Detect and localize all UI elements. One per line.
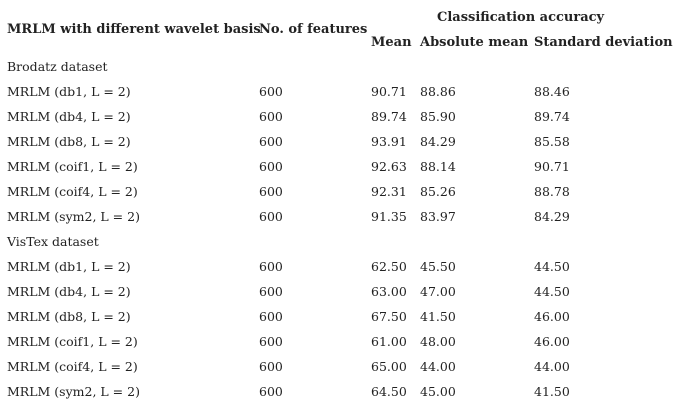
mean-cell: 93.91 — [371, 133, 407, 149]
absolute-mean-cell: 48.00 — [420, 333, 456, 349]
absolute-mean-cell: 88.86 — [420, 83, 456, 99]
absolute-mean-cell: 44.00 — [420, 358, 456, 374]
absolute-mean-cell: 84.29 — [420, 133, 456, 149]
std-cell: 44.50 — [534, 283, 570, 299]
method-cell: MRLM (db1, L = 2) — [7, 258, 131, 274]
mean-cell: 89.74 — [371, 108, 407, 124]
features-cell: 600 — [259, 283, 283, 299]
table-body — [0, 54, 675, 404]
mean-cell: 90.71 — [371, 83, 407, 99]
features-cell: 600 — [259, 83, 283, 99]
data-table — [0, 54, 675, 404]
std-cell: 44.50 — [534, 258, 570, 274]
absolute-mean-cell: 47.00 — [420, 283, 456, 299]
std-cell: 44.00 — [534, 358, 570, 374]
section-title: VisTex dataset — [7, 233, 99, 249]
method-cell: MRLM (sym2, L = 2) — [7, 383, 140, 399]
method-cell: MRLM (sym2, L = 2) — [7, 208, 140, 224]
method-cell: MRLM (db1, L = 2) — [7, 83, 131, 99]
table-row — [0, 379, 675, 404]
table-row — [0, 254, 675, 279]
features-cell: 600 — [259, 258, 283, 274]
features-cell: 600 — [259, 158, 283, 174]
features-cell: 600 — [259, 383, 283, 399]
method-cell: MRLM (db8, L = 2) — [7, 308, 131, 324]
header-mean: Mean — [371, 35, 412, 50]
mean-cell: 64.50 — [371, 383, 407, 399]
section-row — [0, 229, 675, 254]
absolute-mean-cell: 45.00 — [420, 383, 456, 399]
table-row — [0, 204, 675, 229]
section-row — [0, 54, 675, 79]
absolute-mean-cell: 85.26 — [420, 183, 456, 199]
absolute-mean-cell: 88.14 — [420, 158, 456, 174]
mean-cell: 63.00 — [371, 283, 407, 299]
std-cell: 41.50 — [534, 383, 570, 399]
method-cell: MRLM (db8, L = 2) — [7, 133, 131, 149]
header-method: MRLM with different wavelet basis — [7, 22, 261, 37]
section-title: Brodatz dataset — [7, 58, 108, 74]
std-cell: 46.00 — [534, 308, 570, 324]
header-absolute-mean: Absolute mean — [420, 35, 529, 50]
std-cell: 90.71 — [534, 158, 570, 174]
table-row — [0, 79, 675, 104]
table-row — [0, 279, 675, 304]
std-cell: 84.29 — [534, 208, 570, 224]
absolute-mean-cell: 45.50 — [420, 258, 456, 274]
absolute-mean-cell: 83.97 — [420, 208, 456, 224]
mean-cell: 62.50 — [371, 258, 407, 274]
table-row — [0, 154, 675, 179]
std-cell: 88.46 — [534, 83, 570, 99]
features-cell: 600 — [259, 358, 283, 374]
method-cell: MRLM (coif1, L = 2) — [7, 333, 138, 349]
mean-cell: 67.50 — [371, 308, 407, 324]
mean-cell: 65.00 — [371, 358, 407, 374]
features-cell: 600 — [259, 183, 283, 199]
features-cell: 600 — [259, 208, 283, 224]
header-standard-deviation: Standard deviation — [534, 35, 673, 50]
features-cell: 600 — [259, 333, 283, 349]
features-cell: 600 — [259, 133, 283, 149]
mean-cell: 91.35 — [371, 208, 407, 224]
std-cell: 89.74 — [534, 108, 570, 124]
header-features: No. of features — [259, 22, 368, 37]
absolute-mean-cell: 41.50 — [420, 308, 456, 324]
features-cell: 600 — [259, 308, 283, 324]
mean-cell: 61.00 — [371, 333, 407, 349]
table-row — [0, 354, 675, 379]
std-cell: 88.78 — [534, 183, 570, 199]
header-classification-accuracy: Classification accuracy — [437, 10, 605, 25]
table-row — [0, 129, 675, 154]
method-cell: MRLM (coif4, L = 2) — [7, 183, 138, 199]
mean-cell: 92.31 — [371, 183, 407, 199]
std-cell: 85.58 — [534, 133, 570, 149]
std-cell: 46.00 — [534, 333, 570, 349]
table-row — [0, 104, 675, 129]
table-row — [0, 329, 675, 354]
method-cell: MRLM (coif1, L = 2) — [7, 158, 138, 174]
table-row — [0, 179, 675, 204]
method-cell: MRLM (db4, L = 2) — [7, 283, 131, 299]
method-cell: MRLM (db4, L = 2) — [7, 108, 131, 124]
method-cell: MRLM (coif4, L = 2) — [7, 358, 138, 374]
absolute-mean-cell: 85.90 — [420, 108, 456, 124]
features-cell: 600 — [259, 108, 283, 124]
table-row — [0, 304, 675, 329]
mean-cell: 92.63 — [371, 158, 407, 174]
